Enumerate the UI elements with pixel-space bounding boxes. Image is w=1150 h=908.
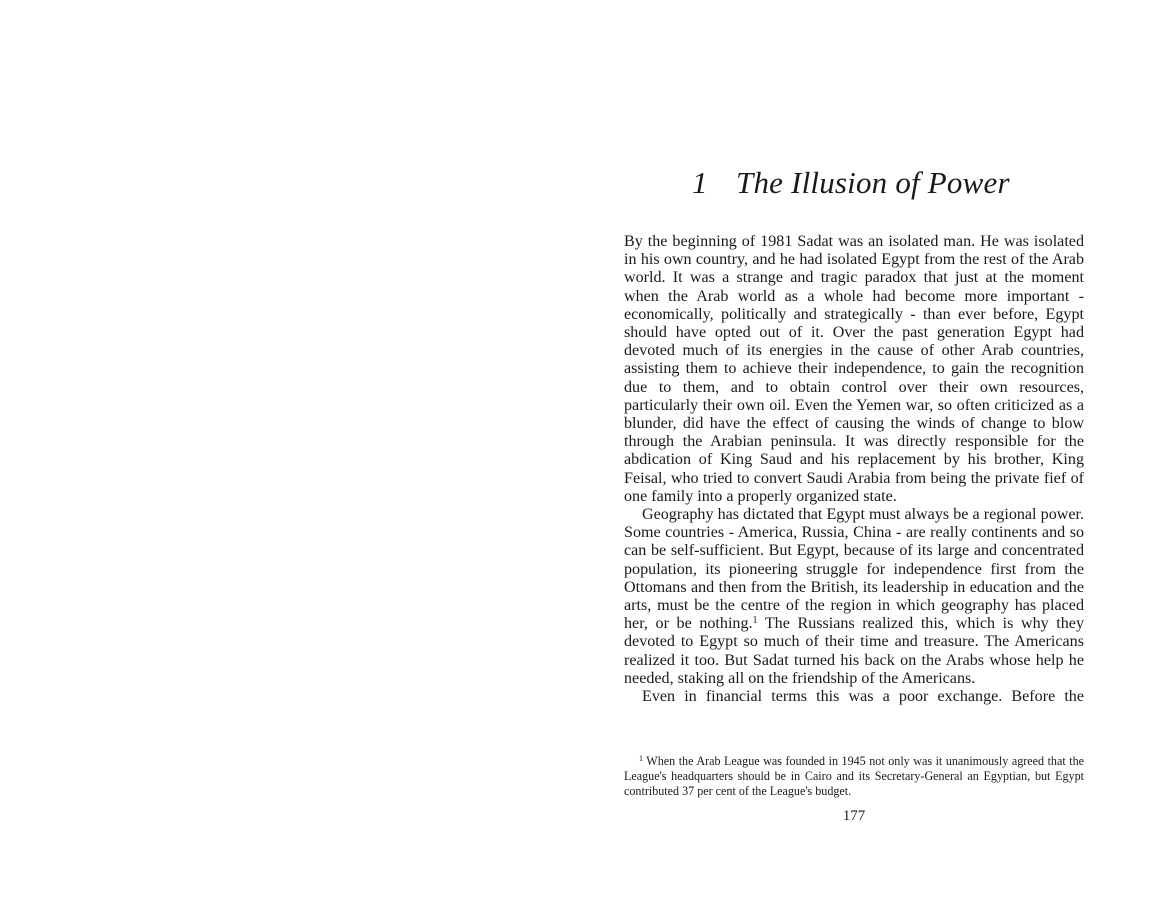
page-number: 177 [842,808,866,824]
body-text [624,233,1084,706]
footnote-text [624,754,1084,799]
footnote-body: When the Arab League was founded in 1945 not only was it unanimously agreed that the League's headquarters should be in Cairo and its Secretary-General an Egyptian, but Egypt contributed 37 per cent of the League's budget. [624,754,1084,798]
chapter-title: The Illusion of Power [736,165,1010,200]
footnote-marker: 1 [639,754,643,763]
footnote [624,754,1084,799]
paragraph-2-text-b: The Russians realized this, which is why they devoted to Egypt so much of their time and treasure. The Americans realized it too. But Sadat turned his back on the Arabs whose help he needed, staking all on the friendship of the Americans. [624,615,1084,687]
footnote-reference: 1 [752,615,758,627]
paragraph-2 [624,506,1084,688]
paragraph-1: By the beginning of 1981 Sadat was an isolated man. He was isolated in his own country, and he had isolated Egypt from the rest of the Arab world. It was a strange and tragic paradox that just at the moment when the Arab world as a whole had become more important - economically, politically and strategically - than ever before, Egypt should have opted out of it. Over the past generation Egypt had devoted much of its energies in the cause of other Arab countries, assisting them to achieve their independence, to gain the recognition due to them, and to obtain control over their own resources, particularly their own oil. Even the Yemen war, so often criticized as a blunder, did have the effect of causing the winds of change to blow through the Arabian peninsula. It was directly responsible for the abdication of King Saud and his replacement by his brother, King Feisal, who tried to convert Saudi Arabia from being the private fief of one family into a properly organized state. [624,233,1084,505]
paragraph-3: Even in financial terms this was a poor exchange. Before the [642,688,1084,706]
chapter-heading [692,163,1010,203]
paragraph-2-text-a: Geography has dictated that Egypt must always be a regional power. Some countries - America, Russia, China - are really continents and so can be self-sufficient. But Egypt, because of its large and concentrated population, its pioneering struggle for independence first from the Ottomans and then from the British, its leadership in education and the arts, must be the centre of the region in which geography has placed her, or be nothing. [624,506,1084,633]
chapter-number: 1 [692,165,708,200]
